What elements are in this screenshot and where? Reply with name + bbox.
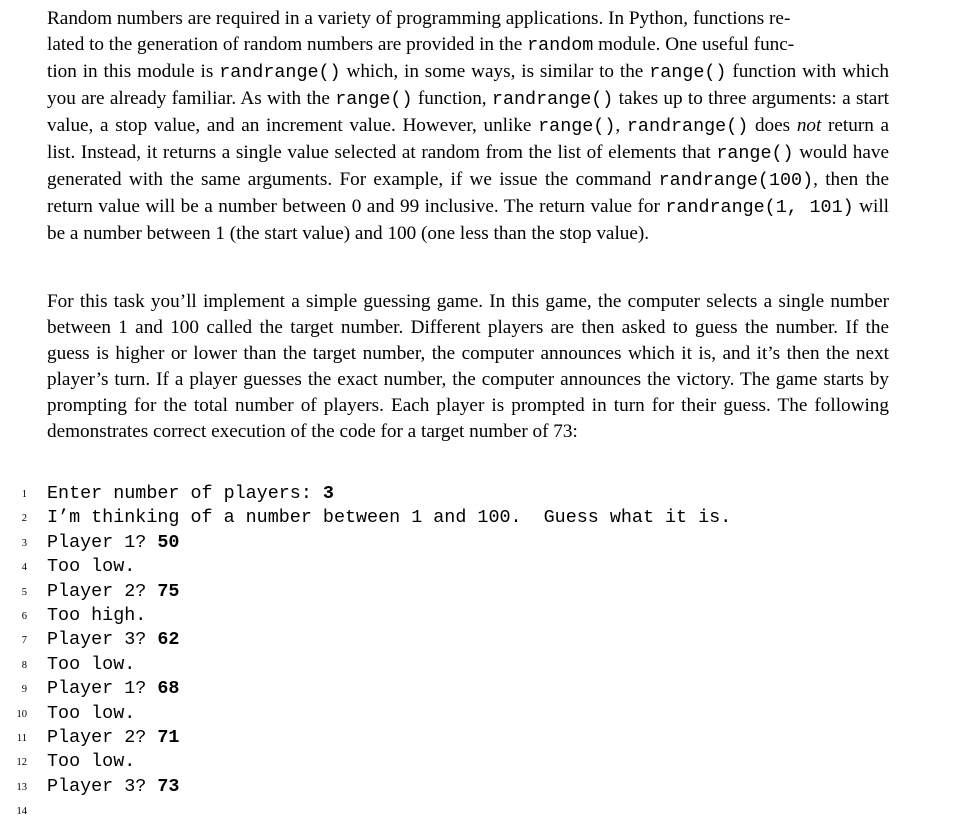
paragraph-text: would have generated with the same arguments. For example, if we issue the command	[47, 142, 889, 190]
user-input-text: 3	[322, 483, 334, 504]
line-number: 3	[21, 537, 27, 549]
paragraph-text: lated to the generation of random numbers are provided in the	[47, 34, 528, 55]
line-number: 13	[16, 781, 27, 793]
code-output	[47, 677, 179, 701]
line-number: 8	[21, 659, 27, 671]
program-output-text: Player 2?	[47, 580, 158, 602]
program-output-text: Too low.	[47, 702, 136, 724]
paragraph-text: takes up to three arguments: a start value, a stop value, and an increment value. However, unlike	[47, 88, 889, 136]
inline-code: range()	[716, 143, 794, 164]
code-line	[0, 506, 962, 530]
code-output	[47, 506, 731, 530]
program-output-text: Too high.	[47, 604, 147, 626]
line-number: 5	[21, 586, 27, 598]
code-output	[47, 653, 135, 677]
code-line	[0, 750, 962, 774]
inline-code: randrange()	[626, 116, 749, 137]
line-number: 12	[16, 757, 27, 769]
line-number: 6	[21, 610, 27, 622]
paragraph-text: tion in this module is	[47, 61, 220, 82]
line-number: 14	[16, 806, 27, 818]
paragraph-text: return a list. Instead, it returns a single value selected at random from the list of elements that	[47, 115, 890, 163]
paragraph-text: will be a number between 1 (the start value) and 100 (one less than the stop value).	[47, 196, 890, 244]
code-line	[0, 677, 962, 701]
code-output	[47, 555, 135, 579]
code-output	[47, 531, 179, 555]
line-number: 4	[21, 562, 27, 574]
code-line	[0, 726, 962, 750]
paragraph-text: does	[748, 115, 797, 136]
line-number: 7	[21, 635, 27, 647]
line-number: 2	[21, 513, 27, 525]
program-output-text: Player 1?	[47, 531, 158, 553]
inline-code: range()	[538, 116, 616, 137]
code-line	[0, 799, 962, 823]
paragraph-text: -	[783, 8, 791, 29]
paragraph-text: Random numbers are required in a variety of programming applications. In Python, functions re	[47, 8, 784, 29]
program-output-text: Player 2?	[47, 726, 158, 748]
code-output	[47, 702, 135, 726]
code-line	[0, 580, 962, 604]
code-line	[0, 604, 962, 628]
inline-code: randrange()	[491, 89, 614, 110]
line-number: 11	[16, 732, 27, 744]
user-input-text: 71	[157, 726, 180, 748]
code-output	[47, 775, 179, 799]
paragraph-text: -	[787, 34, 795, 55]
user-input-text: 62	[157, 629, 180, 651]
inline-code: range()	[335, 89, 413, 110]
line-number: 1	[21, 489, 27, 500]
code-output	[47, 726, 179, 750]
paragraph-text: ,	[615, 115, 627, 136]
emphasis-text: not	[796, 115, 822, 136]
program-output-text: Player 3?	[47, 775, 158, 797]
code-output	[47, 580, 179, 604]
code-output	[47, 604, 146, 628]
inline-code: range()	[649, 62, 727, 83]
program-output-text: Enter number of players:	[47, 483, 323, 504]
code-listing	[0, 482, 962, 823]
code-line	[0, 775, 962, 799]
code-line	[0, 702, 962, 726]
user-input-text: 50	[157, 531, 180, 553]
code-line	[0, 653, 962, 677]
paragraph-text: which, in some ways, is similar to the	[340, 61, 650, 82]
program-output-text: Too low.	[47, 556, 136, 578]
code-output	[47, 750, 135, 774]
program-output-text: Player 1?	[47, 678, 158, 700]
paragraph-text: function,	[412, 88, 492, 109]
code-line	[0, 628, 962, 652]
paragraph-text: module. One useful func	[593, 34, 788, 55]
line-number: 9	[21, 684, 27, 696]
user-input-text: 68	[157, 678, 180, 700]
code-output	[47, 628, 179, 652]
user-input-text: 75	[157, 580, 180, 602]
program-output-text: Player 3?	[47, 629, 158, 651]
user-input-text: 73	[157, 775, 180, 797]
program-output-text: Too low.	[47, 751, 136, 773]
intro-paragraph	[47, 6, 889, 247]
inline-code: randrange()	[219, 62, 341, 83]
task-paragraph: For this task you’ll implement a simple guessing game. In this game, the computer selects a single number between 1 and 100 called the target number. Different players are then asked to guess the number. If the guess is higher or lower than the target number, the computer announces which it is, and it’s then the next player’s turn. If a player guesses the exact number, the computer announces the victory. The game starts by prompting for the total number of players. Each player is prompted in turn for their guess. The following demonstrates correct execution of the code for a target number of 73:	[47, 291, 889, 442]
program-output-text: Too low.	[47, 653, 136, 675]
code-line	[0, 555, 962, 579]
paragraph-text: function with which you are already familiar. As with the	[47, 61, 889, 109]
paragraph-text: , then the return value will be a number between 0 and 99 inclusive. The return value for	[47, 169, 889, 217]
inline-code: random	[527, 35, 594, 56]
code-line	[0, 482, 962, 506]
inline-code: randrange(1, 101)	[665, 197, 854, 218]
code-output	[47, 482, 334, 506]
code-line	[0, 531, 962, 555]
program-output-text: I’m thinking of a number between 1 and 100. Guess what it is.	[47, 507, 732, 529]
inline-code: randrange(100)	[658, 170, 814, 191]
line-number: 10	[16, 708, 27, 720]
